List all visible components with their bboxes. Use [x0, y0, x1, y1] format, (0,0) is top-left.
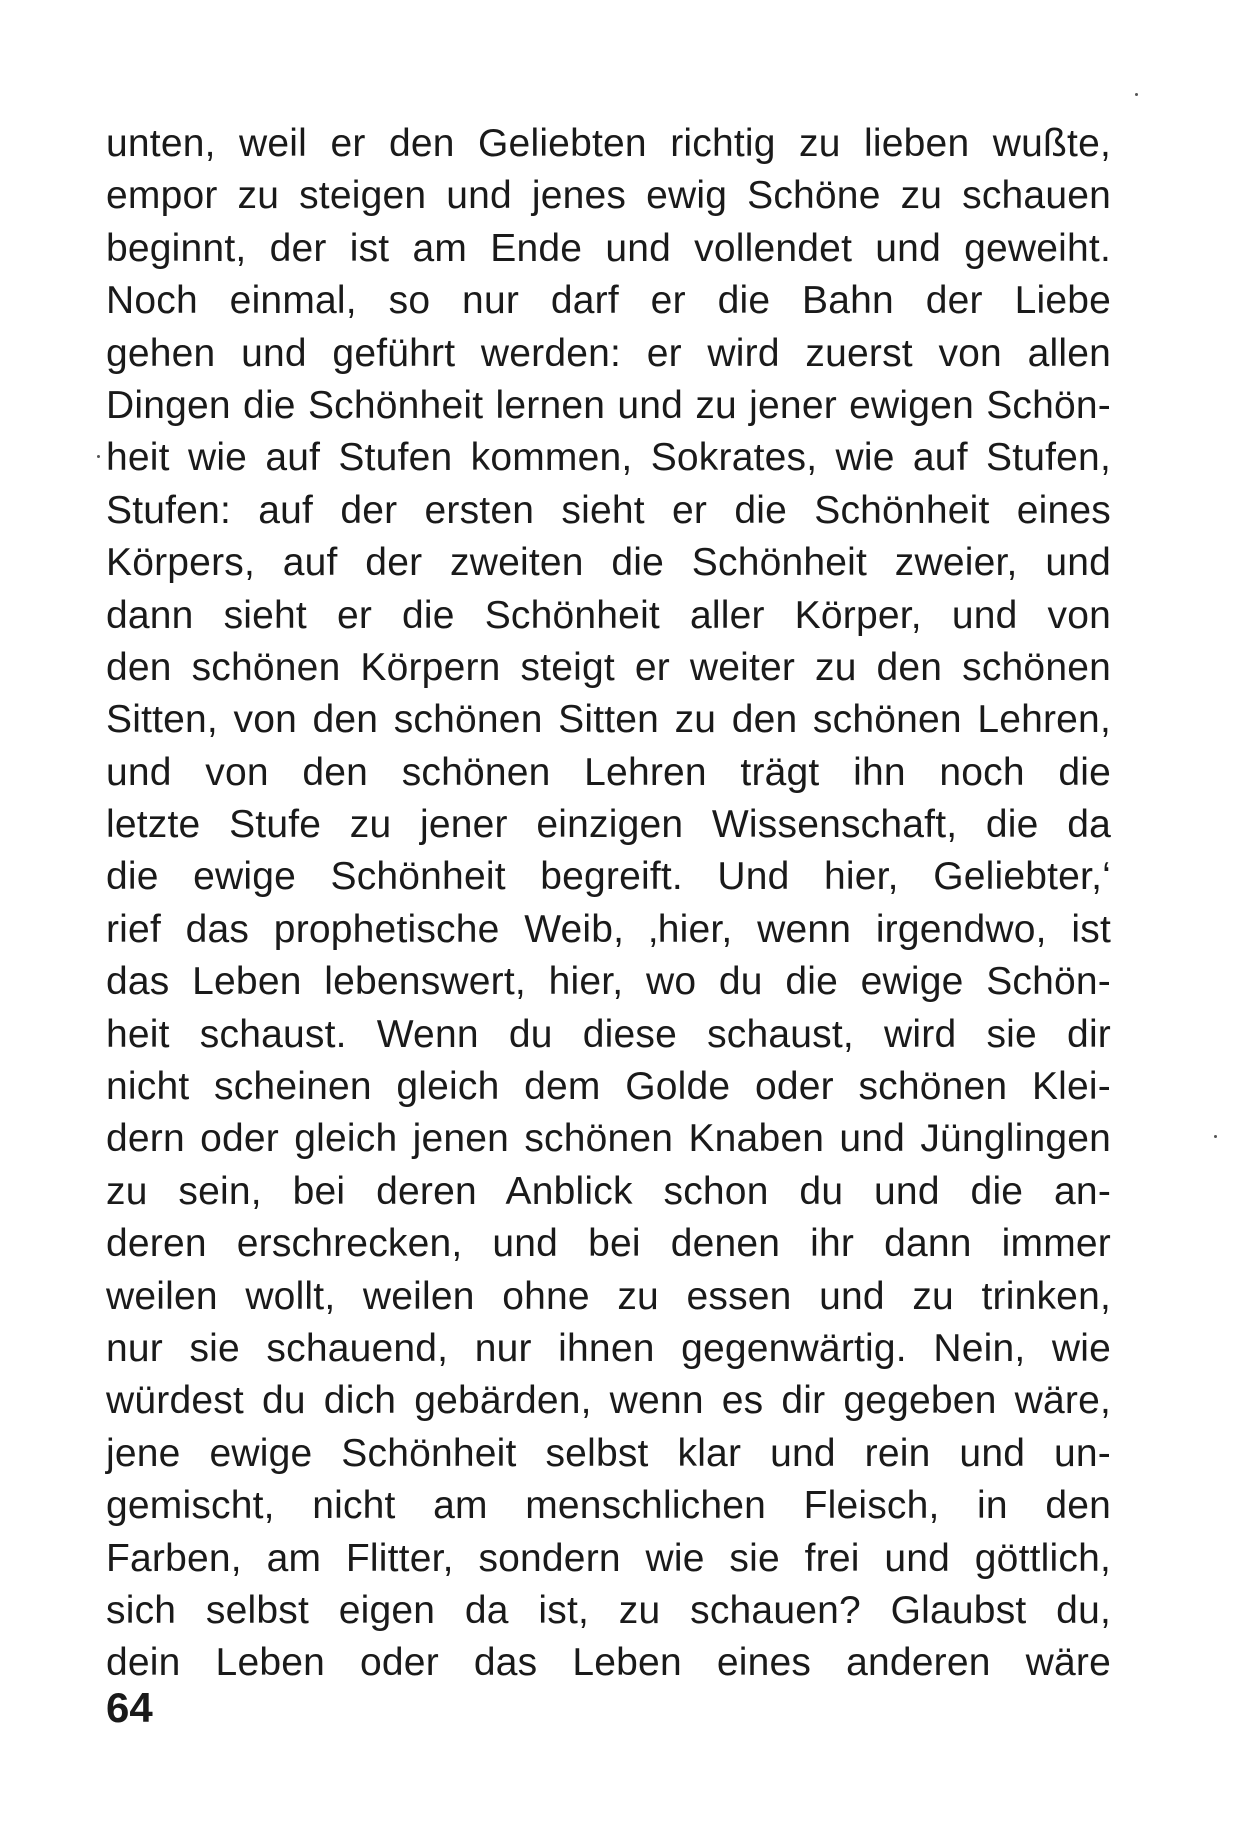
scan-speck: [1135, 93, 1138, 96]
text-line: letzte Stufe zu jener einzigen Wissenschaft, die da: [106, 803, 1111, 847]
text-line: würdest du dich gebärden, wenn es dir gegeben wäre,: [106, 1379, 1111, 1423]
text-line: und von den schönen Lehren trägt ihn noch die: [106, 750, 1111, 794]
text-line: zu sein, bei deren Anblick schon du und die an-: [106, 1169, 1111, 1213]
text-line: Dingen die Schönheit lernen und zu jener ewigen Schön-: [106, 383, 1111, 427]
text-line: unten, weil er den Geliebten richtig zu lieben wußte,: [106, 122, 1111, 165]
text-line: rief das prophetische Weib, ‚hier, wenn irgendwo, ist: [106, 907, 1111, 951]
text-line: sich selbst eigen da ist, zu schauen? Glaubst du,: [106, 1588, 1111, 1632]
text-line: dein Leben oder das Leben eines anderen wäre: [106, 1641, 1111, 1685]
scan-speck: [97, 455, 100, 458]
text-line: gehen und geführt werden: er wird zuerst von allen: [106, 331, 1111, 375]
text-line: empor zu steigen und jenes ewig Schöne zu schauen: [106, 174, 1111, 218]
text-line: Noch einmal, so nur darf er die Bahn der Liebe: [106, 279, 1111, 323]
text-line: dern oder gleich jenen schönen Knaben und Jünglingen: [106, 1117, 1111, 1161]
text-line: weilen wollt, weilen ohne zu essen und zu trinken,: [106, 1274, 1111, 1318]
text-line: Farben, am Flitter, sondern wie sie frei und göttlich,: [106, 1536, 1111, 1580]
body-text: [106, 118, 1111, 1690]
text-line: nur sie schauend, nur ihnen gegenwärtig. Nein, wie: [106, 1326, 1111, 1370]
text-line: dann sieht er die Schönheit aller Körper, und von: [106, 593, 1111, 637]
text-line: gemischt, nicht am menschlichen Fleisch, in den: [106, 1484, 1111, 1528]
page-number: 64: [106, 1684, 153, 1731]
text-line: das Leben lebenswert, hier, wo du die ewige Schön-: [106, 960, 1111, 1004]
text-line: heit schaust. Wenn du diese schaust, wird sie dir: [106, 1012, 1111, 1056]
text-line: heit wie auf Stufen kommen, Sokrates, wie auf Stufen,: [106, 436, 1111, 480]
text-line: Körpers, auf der zweiten die Schönheit zweier, und: [106, 541, 1111, 585]
text-line: die ewige Schönheit begreift. Und hier, Geliebter,‘: [106, 855, 1111, 899]
text-line: nicht scheinen gleich dem Golde oder schönen Klei-: [106, 1065, 1111, 1109]
text-line: beginnt, der ist am Ende und vollendet und geweiht.: [106, 226, 1111, 270]
text-line: jene ewige Schönheit selbst klar und rein und un-: [106, 1431, 1111, 1475]
text-line: deren erschrecken, und bei denen ihr dann immer: [106, 1222, 1111, 1266]
scan-speck: [1214, 1135, 1217, 1138]
text-line: Sitten, von den schönen Sitten zu den schönen Lehren,: [106, 698, 1111, 742]
text-line: den schönen Körpern steigt er weiter zu den schönen: [106, 645, 1111, 689]
text-line: Stufen: auf der ersten sieht er die Schönheit eines: [106, 488, 1111, 532]
